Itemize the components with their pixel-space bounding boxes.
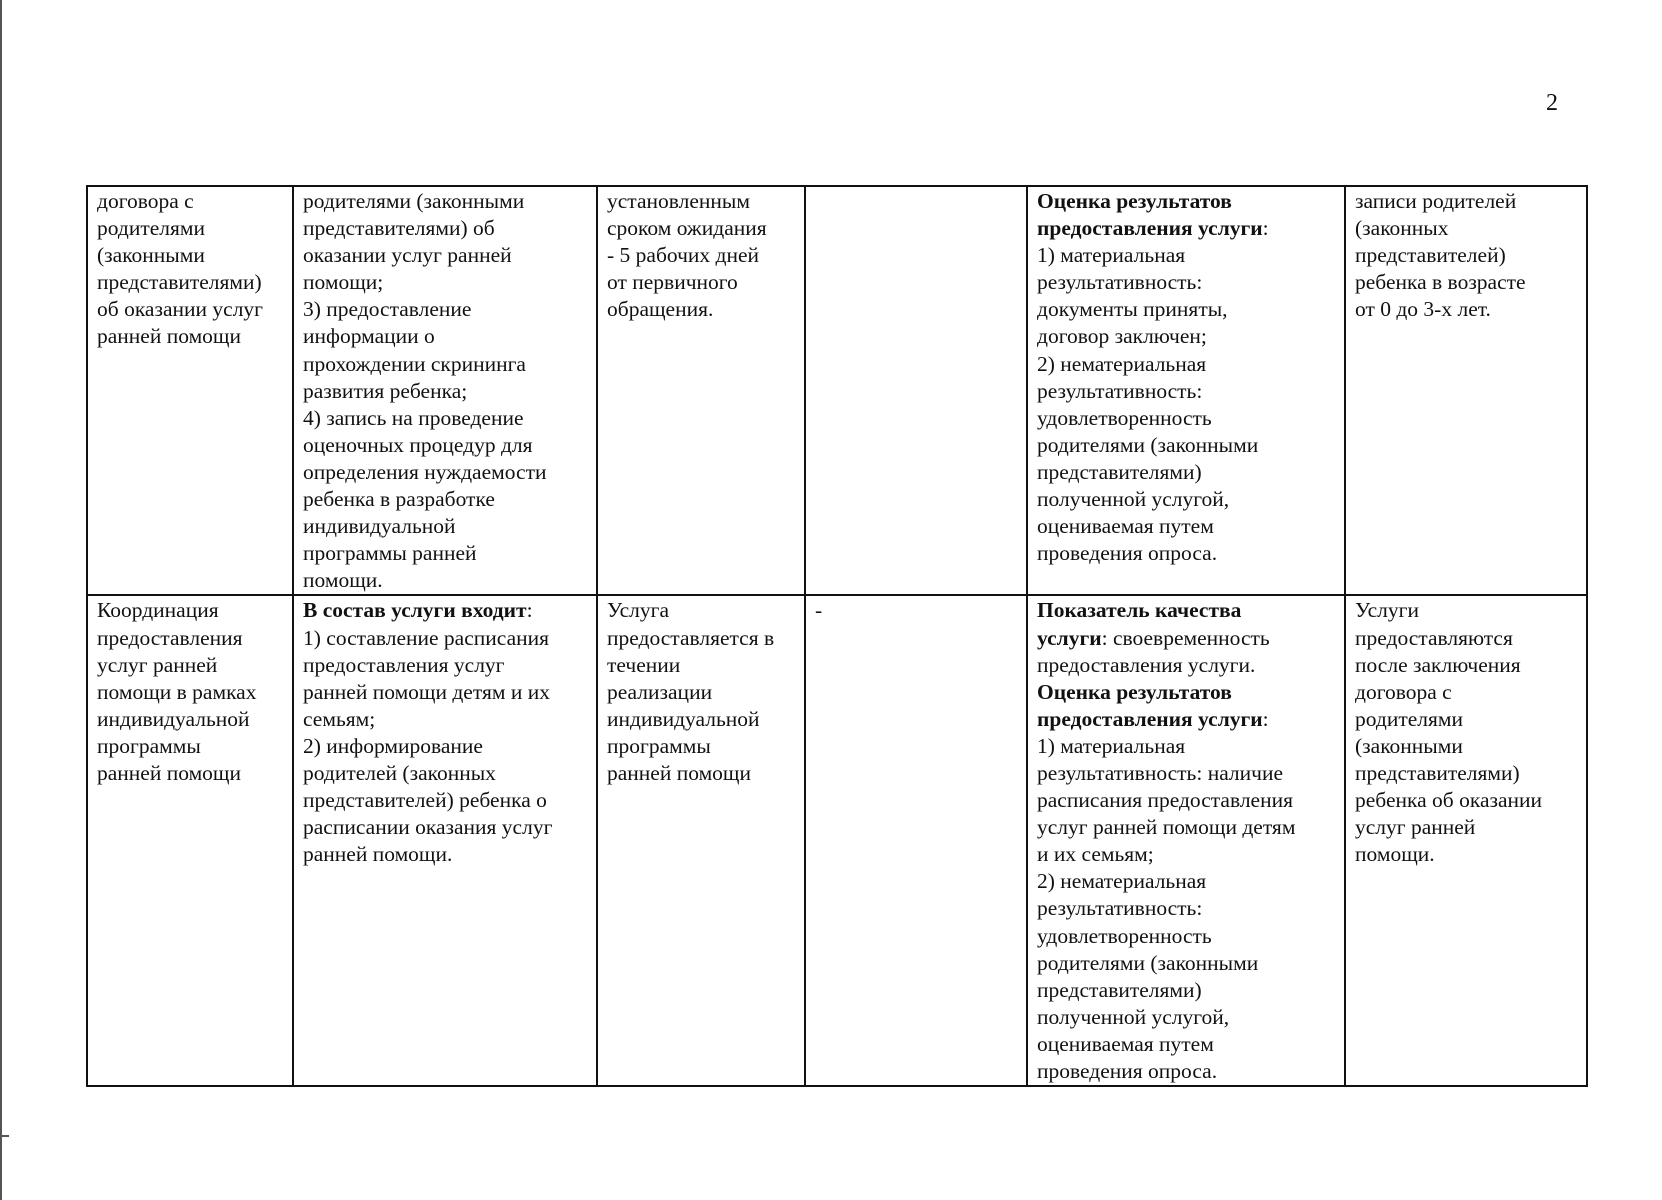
page-number: 2 <box>1546 90 1558 116</box>
content-body: : 1) составление расписания предоставления услуг ранней помощи детям и их семьям; 2) информирование родителей (законных представителей) ребенка о расписании оказания услуг ранней помощи. <box>303 598 553 867</box>
quality-text <box>1037 597 1338 1085</box>
scan-left-edge-tick <box>0 1135 9 1137</box>
service-cost-text: - <box>815 598 823 623</box>
conditions-cell <box>1345 186 1587 595</box>
service-timing-text: Услуга предоставляется в течении реализации индивидуальной программы ранней помощи <box>607 598 775 785</box>
conditions-text: записи родителей (законных представителей) ребенка в возрасте от 0 до 3-х лет. <box>1355 189 1526 322</box>
quality-cell <box>1027 186 1345 595</box>
conditions-cell <box>1345 595 1587 1086</box>
assessment-label: Оценка результатов предоставления услуги <box>1037 189 1263 241</box>
service-name-text: Координация предоставления услуг ранней помощи в рамках индивидуальной программы ранней помощи <box>97 598 257 785</box>
service-name-cell <box>87 595 293 1086</box>
service-cost-cell <box>805 186 1027 595</box>
service-content-cell <box>293 595 597 1086</box>
assessment-colon: : <box>1262 216 1269 241</box>
service-name-text: договора с родителями (законными представителями) об оказании услуг ранней помощи <box>97 189 263 349</box>
service-content-text: родителями (законными представителями) об оказании услуг ранней помощи; 3) предоставление информации о прохождении скрининга развития ребенка; 4) запись на проведение оценочных процедур для определения нуждаемости ребенка в разработке индивидуальной программы ранней помощи. <box>303 189 547 593</box>
content-lead-bold: В состав услуги входит <box>303 598 527 623</box>
service-content-cell <box>293 186 597 595</box>
service-content-text <box>303 597 590 868</box>
service-name-cell <box>87 186 293 595</box>
indicator-text: : своевременность предоставления услуги. <box>1037 625 1270 677</box>
service-cost-cell <box>805 595 1027 1086</box>
assessment-colon: : <box>1262 706 1269 731</box>
service-timing-text: установленным сроком ожидания - 5 рабочих дней от первичного обращения. <box>607 189 767 322</box>
services-table <box>86 185 1588 1087</box>
quality-text <box>1037 188 1338 567</box>
service-timing-cell <box>597 595 805 1086</box>
assessment-details: 1) материальная результативность: документы приняты, договор заключен; 2) нематериальная результативность: удовлетворенность родителями (законными представителями) полученной услугой, оцениваемая путем проведения опроса. <box>1037 243 1259 566</box>
scan-left-edge-line <box>0 0 2 1200</box>
conditions-text: Услуги предоставляются после заключения договора с родителями (законными представителями) ребенка об оказании услуг ранней помощи. <box>1355 598 1543 867</box>
assessment-details: 1) материальная результативность: наличие расписания предоставления услуг ранней помощи детям и их семьям; 2) нематериальная результативность: удовлетворенность родителями (законными представителями) полученной услугой, оцениваемая путем проведения опроса. <box>1037 733 1296 1083</box>
quality-cell <box>1027 595 1345 1086</box>
service-timing-cell <box>597 186 805 595</box>
indicator-label: Показатель качества услуги <box>1037 598 1242 650</box>
table-row <box>87 595 1587 1086</box>
table-row <box>87 186 1587 595</box>
assessment-label: Оценка результатов предоставления услуги <box>1037 679 1263 731</box>
